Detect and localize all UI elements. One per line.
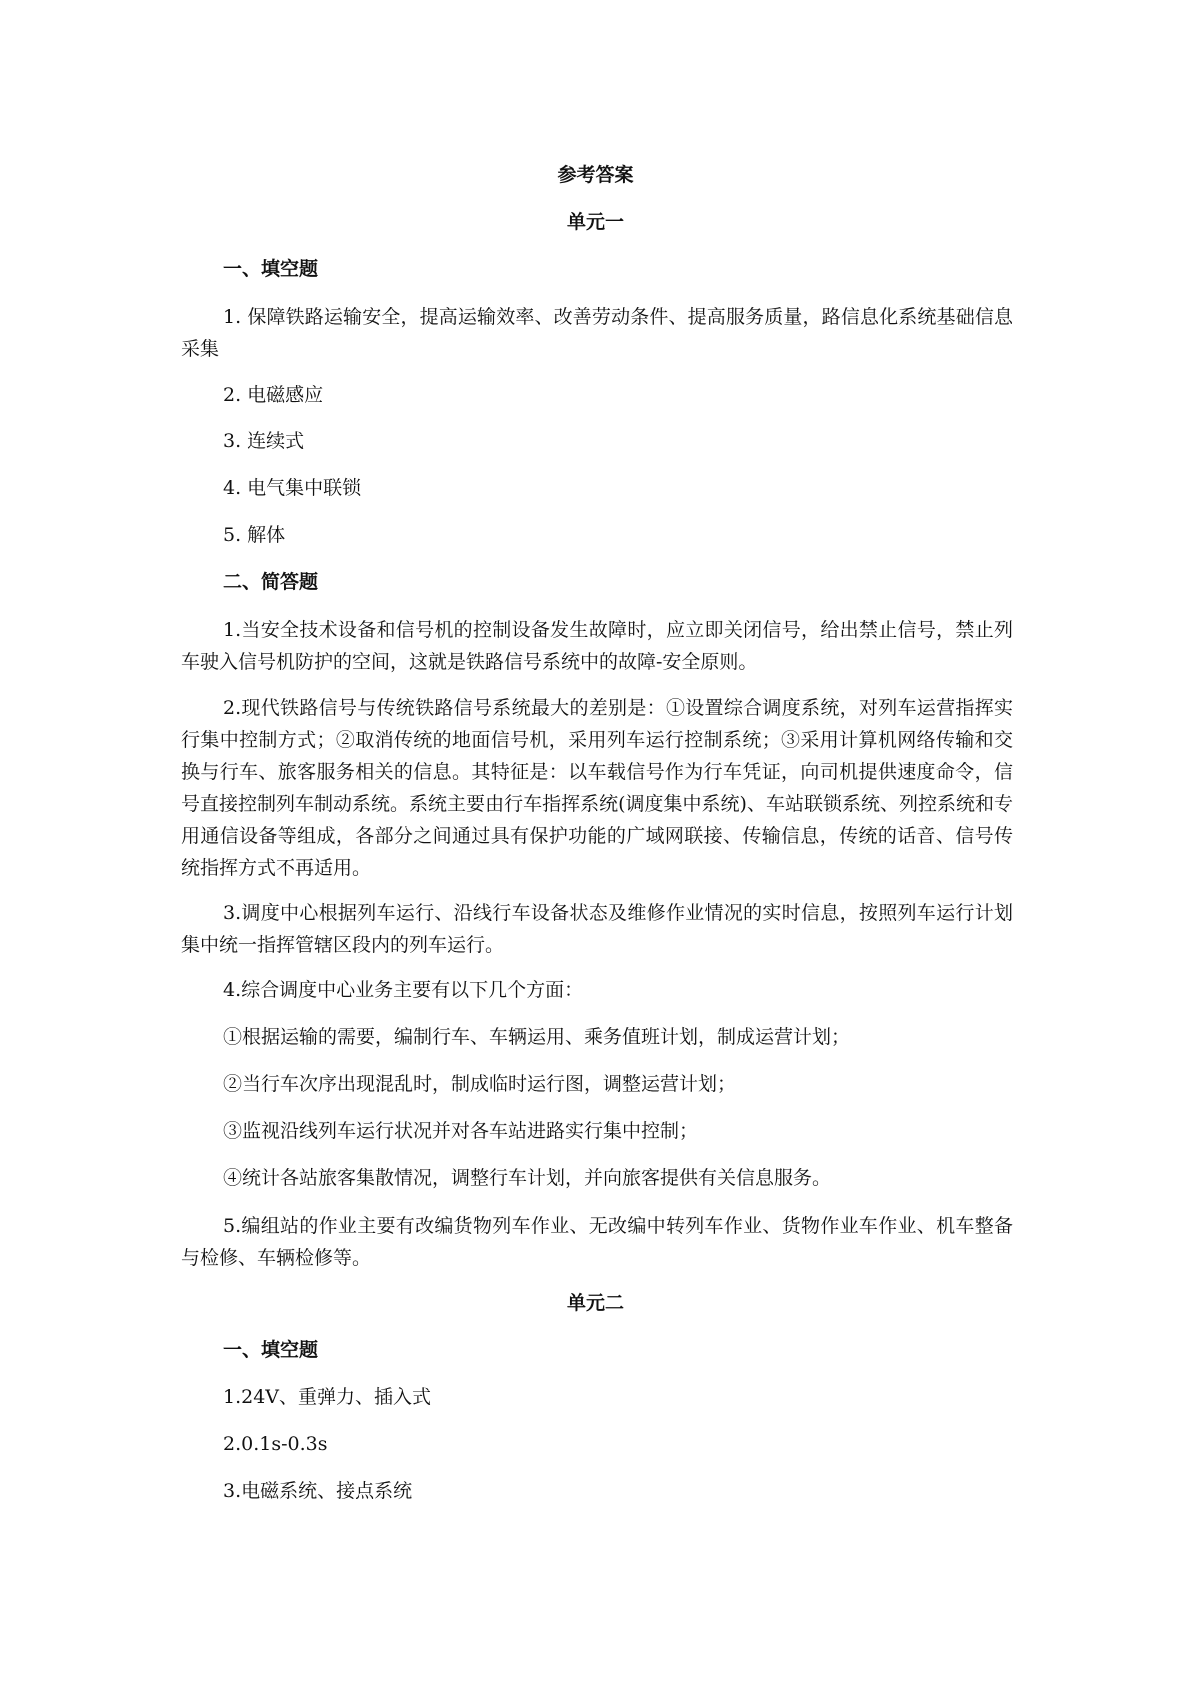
- unit1-short-item-4-c: ③监视沿线列车运行状况并对各车站进路实行集中控制；: [223, 1120, 699, 1142]
- unit1-fill-item-2: 2. 电磁感应: [223, 384, 324, 406]
- unit2-fill-heading: 一、填空题: [223, 1339, 319, 1361]
- unit1-short-item-2: 2.现代铁路信号与传统铁路信号系统最大的差别是：①设置综合调度系统，对列车运营指挥实行集中控制方式；②取消传统的地面信号机，采用列车运行控制系统；③采用计算机网络传输和交换与行车、旅客服务相关的信息。其特征是：以车载信号作为行车凭证，向司机提供速度命令，信号直接控制列车制动系统。系统主要由行车指挥系统(调度集中系统)、车站联锁系统、列控系统和专用通信设备等组成，各部分之间通过具有保护功能的广域网联接、传输信息，传统的话音、信号传统指挥方式不再适用。: [181, 697, 1013, 879]
- unit1-short-item-3: 3.调度中心根据列车运行、沿线行车设备状态及维修作业情况的实时信息，按照列车运行计划集中统一指挥管辖区段内的列车运行。: [181, 902, 1013, 956]
- unit1-short-item-4: 4.综合调度中心业务主要有以下几个方面：: [223, 979, 584, 1001]
- unit2-title: 单元二: [566, 1292, 624, 1314]
- unit1-fill-item-3: 3. 连续式: [223, 430, 305, 452]
- unit1-short-item-4-d: ④统计各站旅客集散情况，调整行车计划，并向旅客提供有关信息服务。: [223, 1167, 832, 1189]
- unit1-short-item-5: 5.编组站的作业主要有改编货物列车作业、无改编中转列车作业、货物作业车作业、机车整备与检修、车辆检修等。: [181, 1215, 1013, 1269]
- document-title: 参考答案: [557, 164, 634, 186]
- unit2-fill-item-1: 1.24V、重弹力、插入式: [223, 1386, 432, 1408]
- unit1-short-item-1: 1.当安全技术设备和信号机的控制设备发生故障时，应立即关闭信号，给出禁止信号，禁止列车驶入信号机防护的空间，这就是铁路信号系统中的故障-安全原则。: [181, 619, 1013, 673]
- unit1-short-item-4-b: ②当行车次序出现混乱时，制成临时运行图，调整运营计划；: [223, 1073, 737, 1095]
- unit1-title: 单元一: [566, 211, 624, 233]
- unit1-fill-heading: 一、填空题: [223, 258, 319, 280]
- unit1-short-heading: 二、简答题: [223, 571, 319, 593]
- unit1-short-item-4-a: ①根据运输的需要，编制行车、车辆运用、乘务值班计划，制成运营计划；: [223, 1026, 851, 1048]
- unit2-fill-item-3: 3.电磁系统、接点系统: [223, 1480, 413, 1502]
- unit2-fill-item-2: 2.0.1s-0.3s: [223, 1433, 328, 1455]
- unit1-fill-item-1: 1. 保障铁路运输安全，提高运输效率、改善劳动条件、提高服务质量，路信息化系统基础信息采集: [181, 306, 1013, 360]
- unit1-fill-item-5: 5. 解体: [223, 524, 286, 546]
- unit1-fill-item-4: 4. 电气集中联锁: [223, 477, 362, 499]
